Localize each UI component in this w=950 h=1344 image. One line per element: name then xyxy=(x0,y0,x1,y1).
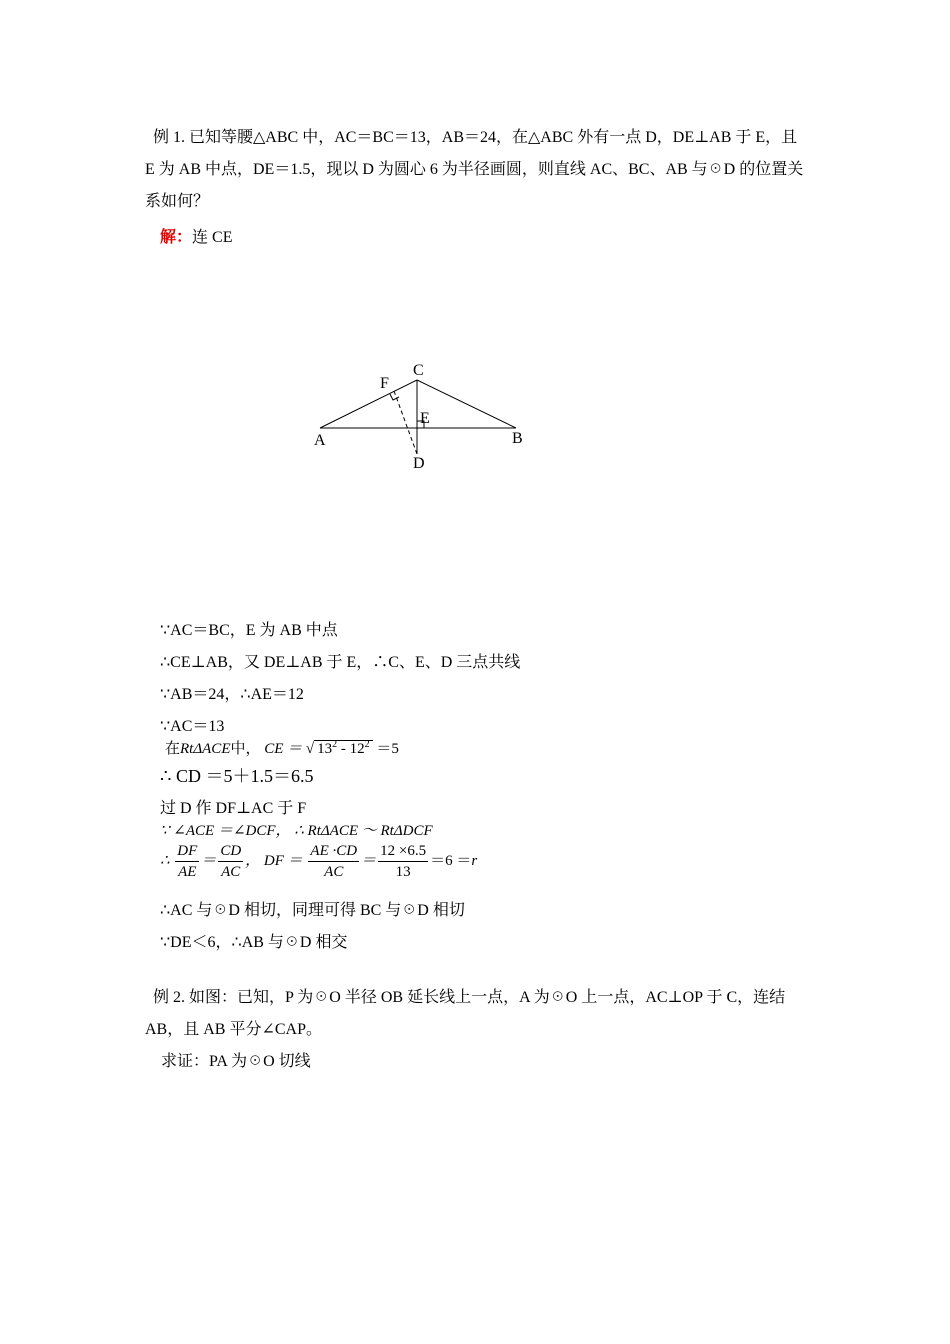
step-6: ∴ CD ＝5＋1.5＝6.5 xyxy=(160,766,314,786)
example1-line1: 例 1. 已知等腰△ABC 中，AC＝BC＝13，AB＝24，在△ABC 外有一点 D，DE⊥AB 于 E，且 xyxy=(153,129,798,146)
step-2: ∴CE⊥AB，又 DE⊥AB 于 E，∴C、E、D 三点共线 xyxy=(160,654,521,671)
label-d: D xyxy=(413,455,425,472)
label-c: C xyxy=(413,362,424,379)
step-11: ∵DE＜6，∴AB 与☉D 相交 xyxy=(160,934,348,951)
step-1: ∵AC＝BC，E 为 AB 中点 xyxy=(160,622,338,639)
example2-line1: 例 2. 如图：已知，P 为☉O 半径 OB 延长线上一点，A 为☉O 上一点，AC⊥OP 于 C，连结 xyxy=(153,989,786,1006)
triangle-figure xyxy=(300,355,540,480)
sqrt-icon: √ xyxy=(305,741,315,757)
right-angle-mark-f xyxy=(390,394,399,400)
step5-13: 13 xyxy=(317,741,333,757)
step-9 xyxy=(160,841,477,882)
segment-df-dashed xyxy=(394,391,417,454)
solution-text: 连 CE xyxy=(192,229,233,246)
fraction-denominator: AC xyxy=(221,864,241,880)
df-equals: DF ＝ xyxy=(263,852,303,869)
segment-ac xyxy=(320,380,417,428)
fraction-numerator: CD xyxy=(218,841,243,862)
step5-exp1: 2 xyxy=(332,739,338,750)
step5-12: - 12 xyxy=(337,741,365,757)
example2-line3: 求证：PA 为☉O 切线 xyxy=(161,1053,311,1070)
step-8: ∵ ∠ACE ＝∠DCF， ∴ RtΔACE ～ RtΔDCF xyxy=(160,823,433,839)
step5-in: 在 xyxy=(165,741,181,757)
step9-therefore: ∴ xyxy=(160,852,170,869)
step5-exp2: 2 xyxy=(364,739,370,750)
label-e: E xyxy=(420,410,430,427)
solution-start xyxy=(160,224,232,247)
step-10: ∴AC 与☉D 相切，同理可得 BC 与☉D 相切 xyxy=(160,902,465,919)
step-5 xyxy=(165,737,399,758)
solution-label: 解： xyxy=(160,229,193,246)
fraction-numerator: DF xyxy=(175,841,199,862)
step5-result: ＝5 xyxy=(372,741,399,757)
example2-line2: AB，且 AB 平分∠CAP。 xyxy=(145,1021,322,1038)
fraction-cd-ac xyxy=(218,841,243,882)
fraction-numeric xyxy=(378,841,428,882)
sqrt-expression xyxy=(314,740,373,757)
step5-zhong: 中， xyxy=(230,741,261,757)
segment-bc xyxy=(417,380,516,428)
fraction-denominator: AE xyxy=(178,864,197,880)
fraction-denominator: AC xyxy=(324,864,344,880)
fraction-numerator: 12 ×6.5 xyxy=(378,841,428,862)
label-a: A xyxy=(314,432,326,449)
example2-statement xyxy=(145,982,810,1078)
step5-ce: CE ＝ xyxy=(264,741,303,757)
fraction-df-ae xyxy=(175,841,199,882)
label-b: B xyxy=(512,430,523,447)
comma: ， xyxy=(245,852,261,869)
fraction-numerator: AE ·CD xyxy=(308,841,359,862)
result-six: ＝6 ＝ xyxy=(430,852,472,869)
example1-line3: 系如何？ xyxy=(145,193,210,210)
example1-line2: E 为 AB 中点，DE＝1.5，现以 D 为圆心 6 为半径画圆，则直线 AC、BC、AB 与☉D 的位置关 xyxy=(145,161,804,178)
step-7: 过 D 作 DF⊥AC 于 F xyxy=(160,800,307,817)
step-3: ∵AB＝24，∴AE＝12 xyxy=(160,686,304,703)
fraction-ae-cd-ac xyxy=(308,841,359,882)
equals-sign: ＝ xyxy=(361,852,377,869)
fraction-denominator: 13 xyxy=(395,864,411,880)
step5-triangle: RtΔACE xyxy=(180,741,231,757)
label-f: F xyxy=(380,375,389,392)
radius-r: r xyxy=(471,852,478,869)
example1-statement xyxy=(145,122,810,218)
step-4: ∵AC＝13 xyxy=(160,718,225,735)
equals-sign: ＝ xyxy=(201,852,217,869)
